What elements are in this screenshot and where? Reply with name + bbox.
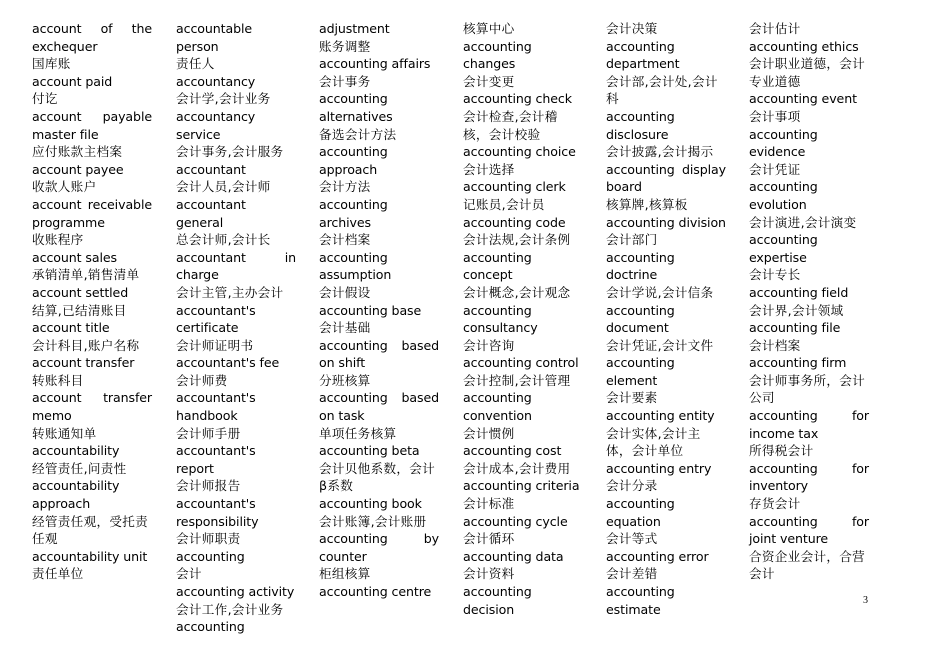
glossary-entry (176, 583, 296, 618)
english-term: accounting document (606, 302, 675, 336)
chinese-translation: 存货会计 (749, 496, 801, 512)
chinese-translation: 应付账款主档案 (32, 144, 123, 160)
chinese-translation: 会计师费 (176, 372, 228, 388)
glossary-entry (176, 20, 296, 73)
glossary-entry (32, 389, 152, 442)
english-term: accounting consultancy (463, 302, 538, 336)
english-term: account settled (32, 284, 129, 300)
column-5 (606, 20, 726, 618)
glossary-entry (319, 143, 439, 196)
chinese-translation: 会计咨询 (463, 337, 515, 353)
glossary-entry (32, 354, 152, 389)
chinese-translation: 会计师事务所，会计公司 (749, 372, 866, 406)
chinese-translation: 会计档案 (319, 232, 371, 248)
english-term: accounting firm (749, 355, 847, 371)
glossary-entry (176, 302, 296, 355)
chinese-translation: 会计要素 (606, 390, 658, 406)
chinese-translation: 会计概念,会计观念 (463, 284, 571, 300)
glossary-entry (32, 73, 152, 108)
chinese-translation: 会计贝他系数，会计β系数 (319, 460, 436, 494)
english-term: accountability approach (32, 478, 120, 512)
chinese-translation: 责任单位 (32, 566, 84, 582)
chinese-translation: 会计检查,会计稽核，会计校验 (463, 108, 558, 142)
glossary-entry (606, 302, 726, 355)
glossary-entry (606, 108, 726, 161)
english-term: accounting element (606, 355, 675, 388)
english-term: accounting code (463, 214, 566, 230)
chinese-translation: 责任人 (176, 56, 215, 72)
english-term: accounting concept (463, 249, 532, 283)
glossary-entry (176, 442, 296, 495)
glossary-entry (749, 460, 869, 513)
glossary-entry (176, 618, 296, 636)
english-term: accounting base (319, 302, 422, 318)
chinese-translation: 账务调整 (319, 38, 371, 54)
chinese-translation: 经管责任,问责性 (32, 460, 127, 476)
english-term: accountant's handbook (176, 390, 256, 424)
chinese-translation: 国库账 (32, 56, 71, 72)
glossary-entry (319, 530, 439, 583)
english-term: accounting (176, 548, 245, 564)
chinese-translation: 会计人员,会计师 (176, 179, 271, 195)
english-term: accounting disclosure (606, 108, 675, 142)
glossary-entry (749, 407, 869, 460)
chinese-translation: 会计资料 (463, 566, 515, 582)
english-term: accounting for income tax (749, 408, 869, 441)
chinese-translation: 会计师职责 (176, 531, 241, 547)
glossary-entry (319, 90, 439, 143)
glossary-entry (319, 20, 439, 55)
english-term: accounting changes (463, 38, 532, 72)
column-6 (749, 20, 869, 583)
chinese-translation: 付讫 (32, 91, 58, 107)
english-term: accounting convention (463, 390, 532, 424)
glossary-entry (749, 178, 869, 231)
chinese-translation: 会计实体,会计主体，会计单位 (606, 425, 701, 459)
english-term: account title (32, 320, 110, 336)
chinese-translation: 会计披露,会计揭示 (606, 144, 714, 160)
glossary-entry (463, 477, 583, 512)
glossary-entry (463, 583, 583, 618)
chinese-translation: 会计事务 (319, 73, 371, 89)
glossary-entry (749, 90, 869, 125)
english-term: accounting evidence (749, 126, 818, 160)
english-term: accounting criteria (463, 478, 580, 494)
chinese-translation: 会计假设 (319, 284, 371, 300)
glossary-entry (319, 196, 439, 249)
chinese-translation: 转账科目 (32, 372, 84, 388)
glossary-entry (319, 249, 439, 302)
page-number: 3 (863, 595, 868, 606)
chinese-translation: 会计学,会计业务 (176, 91, 271, 107)
english-term: accounting display board (606, 161, 726, 195)
english-term: accounting entry (606, 460, 712, 476)
english-term: accounting assumption (319, 249, 392, 283)
glossary-entry (32, 319, 152, 354)
glossary-entry (319, 583, 439, 601)
chinese-translation: 承销清单,销售清单 (32, 267, 140, 283)
english-term: accounting clerk (463, 179, 566, 195)
glossary-entry (606, 495, 726, 548)
chinese-translation: 会计主管,主办会计 (176, 284, 284, 300)
english-term: accounting decision (463, 584, 532, 617)
chinese-translation: 会计惯例 (463, 425, 515, 441)
english-term: accounting evolution (749, 179, 818, 212)
glossary-entry (319, 55, 439, 90)
glossary-entry (606, 214, 726, 249)
glossary-entry (176, 108, 296, 161)
chinese-translation: 会计等式 (606, 531, 658, 547)
glossary-entry (32, 249, 152, 284)
chinese-translation: 核算牌,核算板 (606, 196, 688, 212)
english-term: accounting department (606, 38, 680, 72)
english-term: accounting check (463, 91, 572, 107)
glossary-entry (606, 161, 726, 214)
chinese-translation: 会计基础 (319, 320, 371, 336)
english-term: accountant's certificate (176, 302, 256, 336)
glossary-entry (319, 389, 439, 442)
chinese-translation: 会计成本,会计费用 (463, 460, 571, 476)
english-term: accounting cycle (463, 513, 568, 529)
chinese-translation: 会计法规,会计条例 (463, 232, 571, 248)
column-1 (32, 20, 152, 583)
chinese-translation: 会计决策 (606, 21, 658, 36)
glossary-entry (32, 196, 152, 249)
chinese-translation: 记账员,会计员 (463, 196, 545, 212)
glossary-entry (463, 90, 583, 143)
glossary-entry (463, 20, 583, 38)
chinese-translation: 会计分录 (606, 478, 658, 494)
english-term: account payable master file (32, 108, 152, 142)
english-term: accountant's responsibility (176, 496, 259, 529)
english-term: accounting alternatives (319, 91, 393, 124)
chinese-translation: 会计变更 (463, 73, 515, 89)
glossary-entry (176, 495, 296, 548)
chinese-translation: 收账程序 (32, 232, 84, 248)
chinese-translation: 会计事项 (749, 108, 801, 124)
chinese-translation: 会计专长 (749, 267, 801, 283)
chinese-translation: 会计界,会计领域 (749, 302, 844, 318)
english-term: accounting error (606, 548, 709, 564)
english-term: accounting beta (319, 443, 420, 459)
glossary-entry (606, 20, 726, 38)
english-term: accounting field (749, 284, 849, 300)
glossary-entry (606, 548, 726, 583)
chinese-translation: 会计估计 (749, 21, 801, 36)
english-term: accountant's fee (176, 355, 280, 371)
chinese-translation: 结算,已结清账目 (32, 302, 127, 318)
chinese-translation: 总会计师,会计长 (176, 232, 271, 248)
glossary-entry (463, 354, 583, 389)
chinese-translation: 会计差错 (606, 566, 658, 582)
english-term: accounting event (749, 91, 857, 107)
glossary-entry (176, 73, 296, 108)
chinese-translation: 柜组核算 (319, 566, 371, 582)
english-term: accounting cost (463, 443, 562, 459)
english-term: account of the exchequer (32, 21, 152, 54)
english-term: account transfer memo (32, 390, 152, 424)
chinese-translation: 会计工作,会计业务 (176, 601, 284, 617)
english-term: accounting book (319, 496, 422, 512)
english-term: account paid (32, 73, 113, 89)
chinese-translation: 经管责任观，受托责任观 (32, 513, 149, 547)
glossary-entry (749, 38, 869, 91)
chinese-translation: 会计方法 (319, 179, 371, 195)
english-term: accounting archives (319, 196, 388, 230)
glossary-entry (32, 548, 152, 583)
chinese-translation: 会计师报告 (176, 478, 241, 494)
chinese-translation: 会计凭证 (749, 161, 801, 177)
chinese-translation: 核算中心 (463, 21, 515, 36)
chinese-translation: 单项任务核算 (319, 425, 397, 441)
chinese-translation: 会计 (176, 566, 202, 582)
glossary-entry (176, 389, 296, 442)
column-3 (319, 20, 439, 601)
english-term: accounting file (749, 320, 841, 336)
chinese-translation: 会计控制,会计管理 (463, 372, 571, 388)
glossary-entry (176, 161, 296, 196)
chinese-translation: 会计选择 (463, 161, 515, 177)
english-term: accounting control (463, 355, 579, 371)
english-term: accountancy (176, 73, 256, 89)
chinese-translation: 会计学说,会计信条 (606, 284, 714, 300)
glossary-entry (463, 389, 583, 442)
glossary-entry (463, 513, 583, 548)
english-term: accounting based on shift (319, 337, 439, 371)
english-term: accounting entity (606, 408, 715, 424)
english-term: accounting data (463, 548, 564, 564)
glossary-entry (32, 442, 152, 477)
glossary-entry (176, 249, 296, 302)
glossary-entry (606, 38, 726, 108)
english-term: account sales (32, 249, 117, 265)
english-term: accountancy service (176, 108, 256, 142)
english-term: accounting for joint venture (749, 513, 869, 547)
glossary-entry (749, 354, 869, 407)
glossary-entry (463, 178, 583, 213)
chinese-translation: 分班核算 (319, 372, 371, 388)
glossary-entry (319, 495, 439, 530)
english-term: accounting activity (176, 584, 295, 599)
english-term: accounting estimate (606, 584, 675, 617)
glossary-entry (319, 337, 439, 390)
english-term: accounting expertise (749, 232, 818, 265)
chinese-translation: 会计循环 (463, 531, 515, 547)
chinese-translation: 会计事务,会计服务 (176, 144, 284, 160)
glossary-entry (176, 196, 296, 249)
glossary-entry (606, 354, 726, 407)
glossary-entry (606, 249, 726, 302)
english-term: accounting doctrine (606, 249, 675, 283)
chinese-translation: 转账通知单 (32, 425, 97, 441)
english-term: accounting affairs (319, 56, 431, 72)
english-term: accountant (176, 161, 246, 177)
english-term: accounting approach (319, 144, 388, 177)
glossary-entry (463, 214, 583, 249)
english-term: account payee (32, 161, 124, 177)
chinese-translation: 会计演进,会计演变 (749, 214, 857, 230)
english-term: account receivable programme (32, 196, 152, 230)
chinese-translation: 收款人账户 (32, 179, 97, 195)
glossary-entry (749, 20, 869, 38)
glossary-entry (463, 38, 583, 91)
column-2 (176, 20, 296, 636)
glossary-entry (606, 460, 726, 495)
glossary-entry (176, 354, 296, 389)
english-term: accounting based on task (319, 390, 439, 424)
english-term: accounting by counter (319, 531, 439, 564)
glossary-entry (463, 249, 583, 302)
glossary-entry (463, 143, 583, 178)
english-term: accounting division (606, 214, 726, 230)
glossary-entry (319, 442, 439, 495)
chinese-translation: 会计部门 (606, 232, 658, 248)
chinese-translation: 会计师证明书 (176, 337, 254, 353)
glossary-entry (32, 284, 152, 319)
glossary-entry (749, 126, 869, 179)
glossary-entry (32, 161, 152, 196)
glossary-entry (749, 231, 869, 284)
english-term: accounting equation (606, 496, 675, 529)
chinese-translation: 会计师手册 (176, 425, 241, 441)
chinese-translation: 所得税会计 (749, 443, 814, 459)
english-term: account transfer (32, 355, 135, 371)
english-term: accountant in charge (176, 249, 296, 283)
glossary-entry (463, 302, 583, 355)
chinese-translation: 会计档案 (749, 337, 801, 353)
english-term: adjustment (319, 21, 390, 36)
chinese-translation: 会计标准 (463, 496, 515, 512)
english-term: accounting ethics (749, 38, 859, 54)
glossary-entry (463, 548, 583, 583)
chinese-translation: 会计科目,账户名称 (32, 337, 140, 353)
english-term: accounting choice (463, 144, 576, 160)
english-term: accounting for inventory (749, 460, 869, 494)
glossary-entry (463, 442, 583, 477)
english-term: accountable person (176, 21, 253, 54)
glossary-entry (32, 477, 152, 547)
glossary-entry (32, 20, 152, 73)
chinese-translation: 会计凭证,会计文件 (606, 337, 714, 353)
english-term: accountability unit (32, 548, 148, 564)
glossary-entry (32, 108, 152, 161)
glossary-entry (749, 284, 869, 319)
chinese-translation: 会计账簿,会计账册 (319, 513, 427, 529)
glossary-entry (319, 302, 439, 337)
english-term: accounting centre (319, 584, 432, 599)
chinese-translation: 备选会计方法 (319, 126, 397, 142)
chinese-translation: 会计部,会计处,会计科 (606, 73, 718, 107)
glossary-entry (176, 548, 296, 583)
english-term: accountant's report (176, 443, 256, 476)
glossary-entry (749, 319, 869, 354)
chinese-translation: 会计职业道德，会计专业道德 (749, 56, 866, 89)
chinese-translation: 合资企业会计，合营会计 (749, 548, 866, 582)
english-term: accountant general (176, 196, 246, 230)
english-term: accountability (32, 443, 120, 459)
english-term: accounting (176, 619, 245, 635)
column-4 (463, 20, 583, 618)
glossary-entry (606, 583, 726, 618)
glossary-entry (606, 407, 726, 460)
glossary-entry (749, 513, 869, 583)
